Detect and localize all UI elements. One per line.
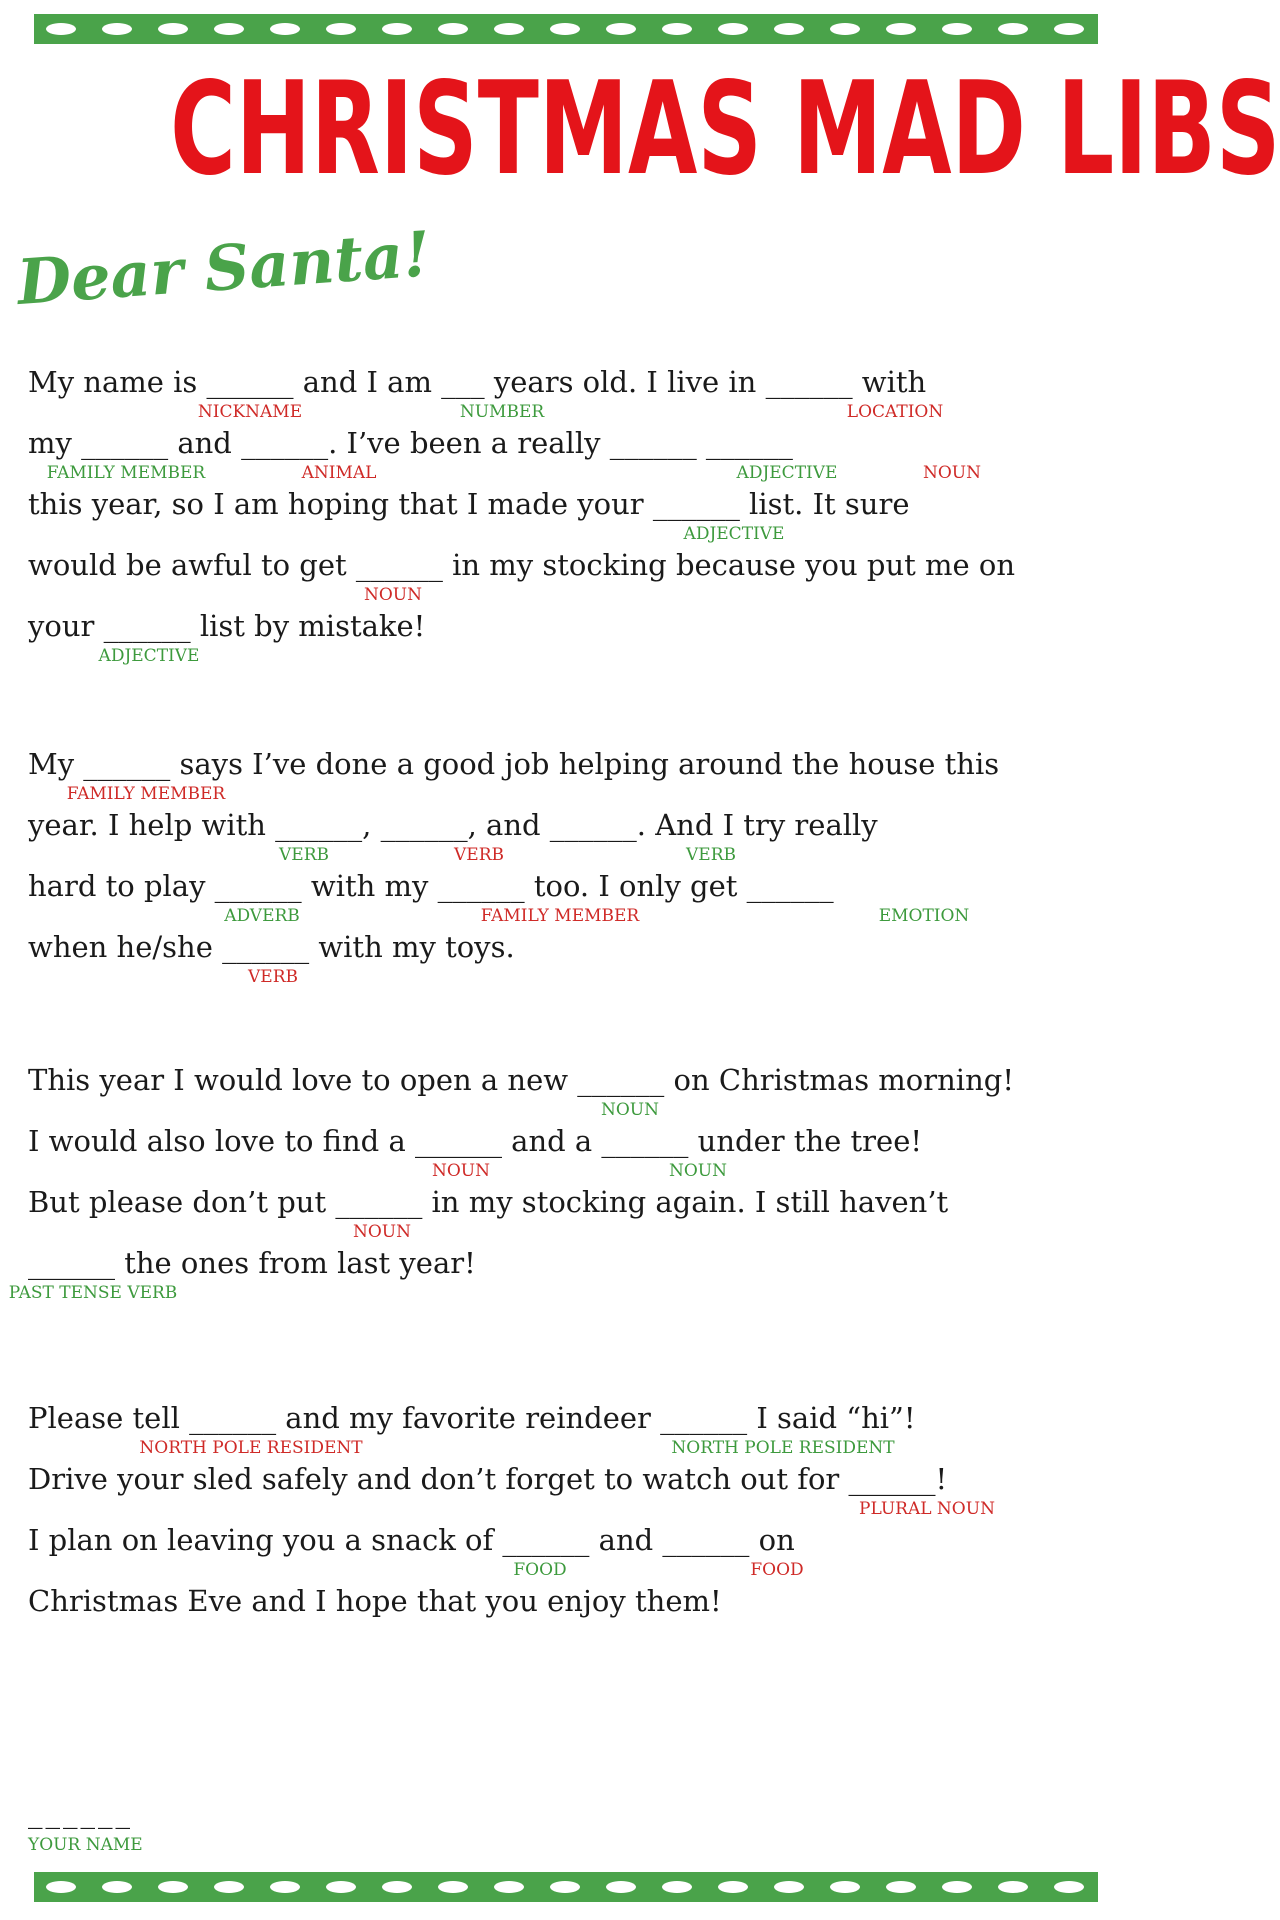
band-dot <box>102 23 132 35</box>
blank-label: ANIMAL <box>301 463 377 483</box>
letter-line <box>8 1241 1118 1303</box>
letter-line <box>28 742 1118 803</box>
line-text: But please don’t put ______ in my stocking again. I still haven’t <box>28 1185 949 1219</box>
letter-paragraph <box>28 742 1118 986</box>
band-dot <box>830 23 860 35</box>
blank-label: NUMBER <box>459 402 545 422</box>
blank-label: ADVERB <box>224 906 300 926</box>
blank-label: EMOTION <box>878 906 970 926</box>
blank-label: NOUN <box>363 585 423 605</box>
band-dot <box>494 23 524 35</box>
letter-line <box>28 1518 1118 1579</box>
blank-label: VERB <box>686 845 736 865</box>
blank-label: LOCATION <box>846 402 944 422</box>
blank-label: VERB <box>248 967 298 987</box>
band-dot <box>326 1881 356 1893</box>
blank-label: ADJECTIVE <box>736 463 838 483</box>
line-text: I plan on leaving you a snack of ______ and ______ on <box>28 1523 795 1557</box>
band-dot <box>214 23 244 35</box>
band-dot <box>942 23 972 35</box>
band-dot <box>438 1881 468 1893</box>
band-dot <box>494 1881 524 1893</box>
line-text: Please tell ______ and my favorite reindeer ______ I said “hi”! <box>28 1401 916 1435</box>
band-dot <box>46 23 76 35</box>
band-dot <box>1054 1881 1084 1893</box>
signature-block <box>28 1790 143 1856</box>
band-dot <box>830 1881 860 1893</box>
band-dot <box>270 23 300 35</box>
band-dot <box>774 1881 804 1893</box>
band-dot <box>998 1881 1028 1893</box>
line-text: My name is ______ and I am ___ years old. I live in ______ with <box>28 365 927 399</box>
letter-line <box>28 604 1118 665</box>
blank-label: NICKNAME <box>197 402 303 422</box>
line-text: would be awful to get ______ in my stocking because you put me on <box>28 548 1016 582</box>
band-dot <box>382 23 412 35</box>
blank-label: FAMILY MEMBER <box>46 463 206 483</box>
letter-paragraph <box>8 1058 1118 1303</box>
band-dot <box>382 1881 412 1893</box>
blank-label: VERB <box>454 845 504 865</box>
band-dot <box>550 1881 580 1893</box>
letter-paragraph <box>28 360 1118 665</box>
letter-line <box>28 1058 1118 1119</box>
line-text: ______ the ones from last year! <box>28 1246 476 1280</box>
letter-line <box>28 543 1118 604</box>
line-text: I would also love to find a ______ and a ______ under the tree! <box>28 1124 923 1158</box>
top-decorative-band <box>34 14 1098 44</box>
band-dot <box>1054 23 1084 35</box>
blank-label: NOUN <box>922 463 982 483</box>
greeting-heading: Dear Santa! <box>14 217 433 319</box>
letter-line <box>28 1180 1118 1241</box>
line-text: Drive your sled safely and don’t forget to watch out for ______! <box>28 1462 948 1496</box>
letter-line <box>28 1579 1118 1640</box>
line-text: my ______ and ______. I’ve been a really ______ ______ <box>28 426 793 460</box>
band-dot <box>662 1881 692 1893</box>
signature-blank[interactable]: ______ <box>28 1795 133 1829</box>
band-dot <box>774 23 804 35</box>
line-text: your ______ list by mistake! <box>28 609 426 643</box>
line-text: hard to play ______ with my ______ too. I only get ______ <box>28 869 834 903</box>
letter-line <box>28 360 1118 421</box>
signature-label: YOUR NAME <box>28 1835 143 1855</box>
band-dot <box>718 23 748 35</box>
band-dot <box>942 1881 972 1893</box>
blank-label: NOUN <box>352 1222 412 1242</box>
band-dot <box>718 1881 748 1893</box>
band-dot <box>438 23 468 35</box>
blank-label: NOUN <box>600 1100 660 1120</box>
band-dot <box>606 1881 636 1893</box>
letter-line <box>28 803 1118 864</box>
blank-label: ADJECTIVE <box>98 646 200 666</box>
band-dot <box>46 1881 76 1893</box>
blank-label: FAMILY MEMBER <box>66 784 226 804</box>
band-dot <box>270 1881 300 1893</box>
band-dot <box>550 23 580 35</box>
letter-line <box>28 421 1118 482</box>
letter-line <box>28 925 1118 986</box>
blank-label: FAMILY MEMBER <box>480 906 640 926</box>
line-text: This year I would love to open a new ______ on Christmas morning! <box>28 1063 1014 1097</box>
band-dot <box>662 23 692 35</box>
band-dot <box>214 1881 244 1893</box>
letter-line <box>28 1457 1118 1518</box>
letter-line <box>28 1119 1118 1180</box>
blank-label: NOUN <box>431 1161 491 1181</box>
band-dot <box>886 23 916 35</box>
band-dot <box>998 23 1028 35</box>
blank-label: VERB <box>279 845 329 865</box>
line-text: this year, so I am hoping that I made your ______ list. It sure <box>28 487 910 521</box>
bottom-decorative-band <box>34 1872 1098 1902</box>
page-title: CHRISTMAS MAD LIBS <box>170 55 1280 204</box>
band-dot <box>326 23 356 35</box>
letter-line <box>28 482 1118 543</box>
blank-label: NORTH POLE RESIDENT <box>139 1438 363 1458</box>
blank-label: FOOD <box>750 1560 804 1580</box>
blank-label: PLURAL NOUN <box>859 1499 995 1519</box>
blank-label: NORTH POLE RESIDENT <box>671 1438 895 1458</box>
blank-label: ADJECTIVE <box>683 524 785 544</box>
blank-label: FOOD <box>513 1560 567 1580</box>
blank-label: PAST TENSE VERB <box>8 1283 178 1303</box>
line-text: year. I help with ______, ______, and ______. And I try really <box>28 808 878 842</box>
blank-label: NOUN <box>668 1161 728 1181</box>
letter-paragraph <box>28 1396 1118 1640</box>
letter-line <box>28 1396 1118 1457</box>
band-dot <box>606 23 636 35</box>
band-dot <box>102 1881 132 1893</box>
letter-line <box>28 864 1118 925</box>
band-dot <box>886 1881 916 1893</box>
band-dot <box>158 1881 188 1893</box>
line-text: when he/she ______ with my toys. <box>28 930 515 964</box>
line-text: Christmas Eve and I hope that you enjoy them! <box>28 1584 722 1618</box>
band-dot <box>158 23 188 35</box>
line-text: My ______ says I’ve done a good job helping around the house this <box>28 747 1000 781</box>
